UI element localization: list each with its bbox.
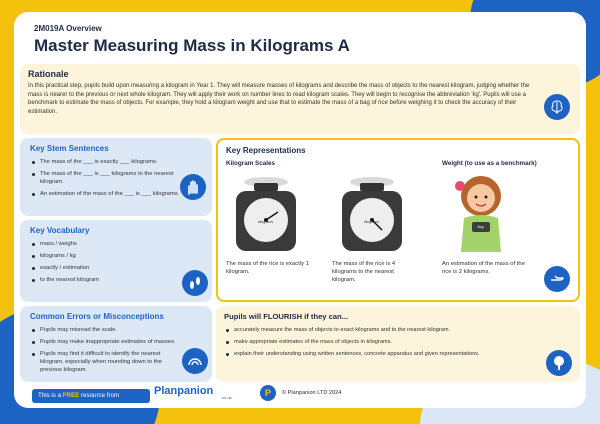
stem-sentences-panel xyxy=(20,138,212,216)
list-item: kilograms / kg xyxy=(32,252,180,260)
list-item: Pupils may find it difficult to identify the nearest kilogram, especially when rounding down to the previous kilogram. xyxy=(32,350,180,374)
list-item: The mass of the ___ is ___ kilograms to the nearest kilogram. xyxy=(32,170,180,186)
scale-1-unit: kilograms xyxy=(258,220,273,224)
caption-scale-2: The mass of the rice is 4 kilograms to the nearest kilogram. xyxy=(332,261,396,284)
benchmark-label: Weight (to use as a benchmark) xyxy=(442,160,537,167)
list-item: accurately measure the mass of objects to exact kilograms and to the nearest kilogram. xyxy=(226,326,536,334)
hand-icon xyxy=(180,174,206,200)
free-prefix: This is a xyxy=(38,392,63,399)
misconceptions-heading: Common Errors or Misconceptions xyxy=(30,312,164,321)
key-representations-panel xyxy=(216,138,580,302)
flourish-heading: Pupils will FLOURISH if they can... xyxy=(224,312,349,321)
flourish-panel xyxy=(216,306,580,382)
vocabulary-heading: Key Vocabulary xyxy=(30,226,90,235)
rationale-heading: Rationale xyxy=(28,69,69,79)
scale-2-unit: kilograms xyxy=(364,220,379,224)
list-item: The mass of the ___ is exactly ___ kilograms. xyxy=(32,158,180,166)
key-representations-heading: Key Representations xyxy=(226,146,306,155)
brand-name[interactable]: Planpanion xyxy=(154,385,214,397)
list-item: explain their understanding using written sentences, concrete apparatus and given representations. xyxy=(226,350,536,358)
free-suffix: resource from xyxy=(79,392,120,399)
brain-icon xyxy=(544,94,570,120)
scales-label: Kilogram Scales xyxy=(226,160,275,167)
list-item: An estimation of the mass of the ___ is ___ kilograms. xyxy=(32,190,180,198)
feet-icon xyxy=(182,270,208,296)
flourish-list xyxy=(226,326,536,362)
list-item: Pupils may misread the scale. xyxy=(32,326,180,334)
free-word: FREE xyxy=(62,392,80,399)
tree-icon xyxy=(546,350,572,376)
weight-label: 1kg xyxy=(477,224,484,229)
list-item: exactly / estimation xyxy=(32,264,180,272)
caption-scale-1: The mass of the rice is exactly 1 kilogram. xyxy=(226,261,309,276)
misconceptions-panel xyxy=(20,306,212,382)
girl-holding-weight-illustration xyxy=(446,172,516,252)
vocabulary-panel xyxy=(20,220,212,302)
stem-sentences-heading: Key Stem Sentences xyxy=(30,144,109,153)
rationale-panel xyxy=(20,64,580,134)
worksheet xyxy=(14,12,586,408)
misconceptions-list xyxy=(32,326,180,378)
finger-icon xyxy=(544,266,570,292)
caption-benchmark: An estimation of the mass of the rice is 2 kilograms. xyxy=(442,261,525,276)
list-item: mass / weighs xyxy=(32,240,180,248)
rainbow-icon xyxy=(182,348,208,374)
list-item: to the nearest kilogram xyxy=(32,276,180,284)
free-resource-banner xyxy=(32,389,150,403)
kilogram-scale-2 xyxy=(332,172,412,254)
vocabulary-list xyxy=(32,240,180,288)
brand-domain: .co.uk xyxy=(221,395,232,400)
rationale-text: In this practical step, pupils build upon measuring a kilogram in Year 1. They will measure masses of kilograms and describe the mass of objects to the nearest kilogram, judging whether the mass is nearer to the previous or next whole kilogram. They will apply their work on number lines to read kilogram scales. They will begin to recognise the abbreviation 'kg'. Pupils will use a benchmark to estimate the mass of objects. For example, they hold a kilogram weight and use that to estimate the mass of a bag of rice before weighing it to check the accuracy of their estimation. xyxy=(28,83,530,115)
kilogram-scale-1 xyxy=(226,172,306,254)
brand-logo: P xyxy=(260,385,276,401)
list-item: make appropriate estimates of the mass of objects in kilograms. xyxy=(226,338,536,346)
copyright: © Planpanion LTD 2024 xyxy=(282,390,342,396)
list-item: Pupils may make inappropriate estimates of masses. xyxy=(32,338,180,346)
document-code: 2M019A Overview xyxy=(34,24,102,33)
stem-sentences-list xyxy=(32,158,180,202)
page-title: Master Measuring Mass in Kilograms A xyxy=(34,36,350,55)
